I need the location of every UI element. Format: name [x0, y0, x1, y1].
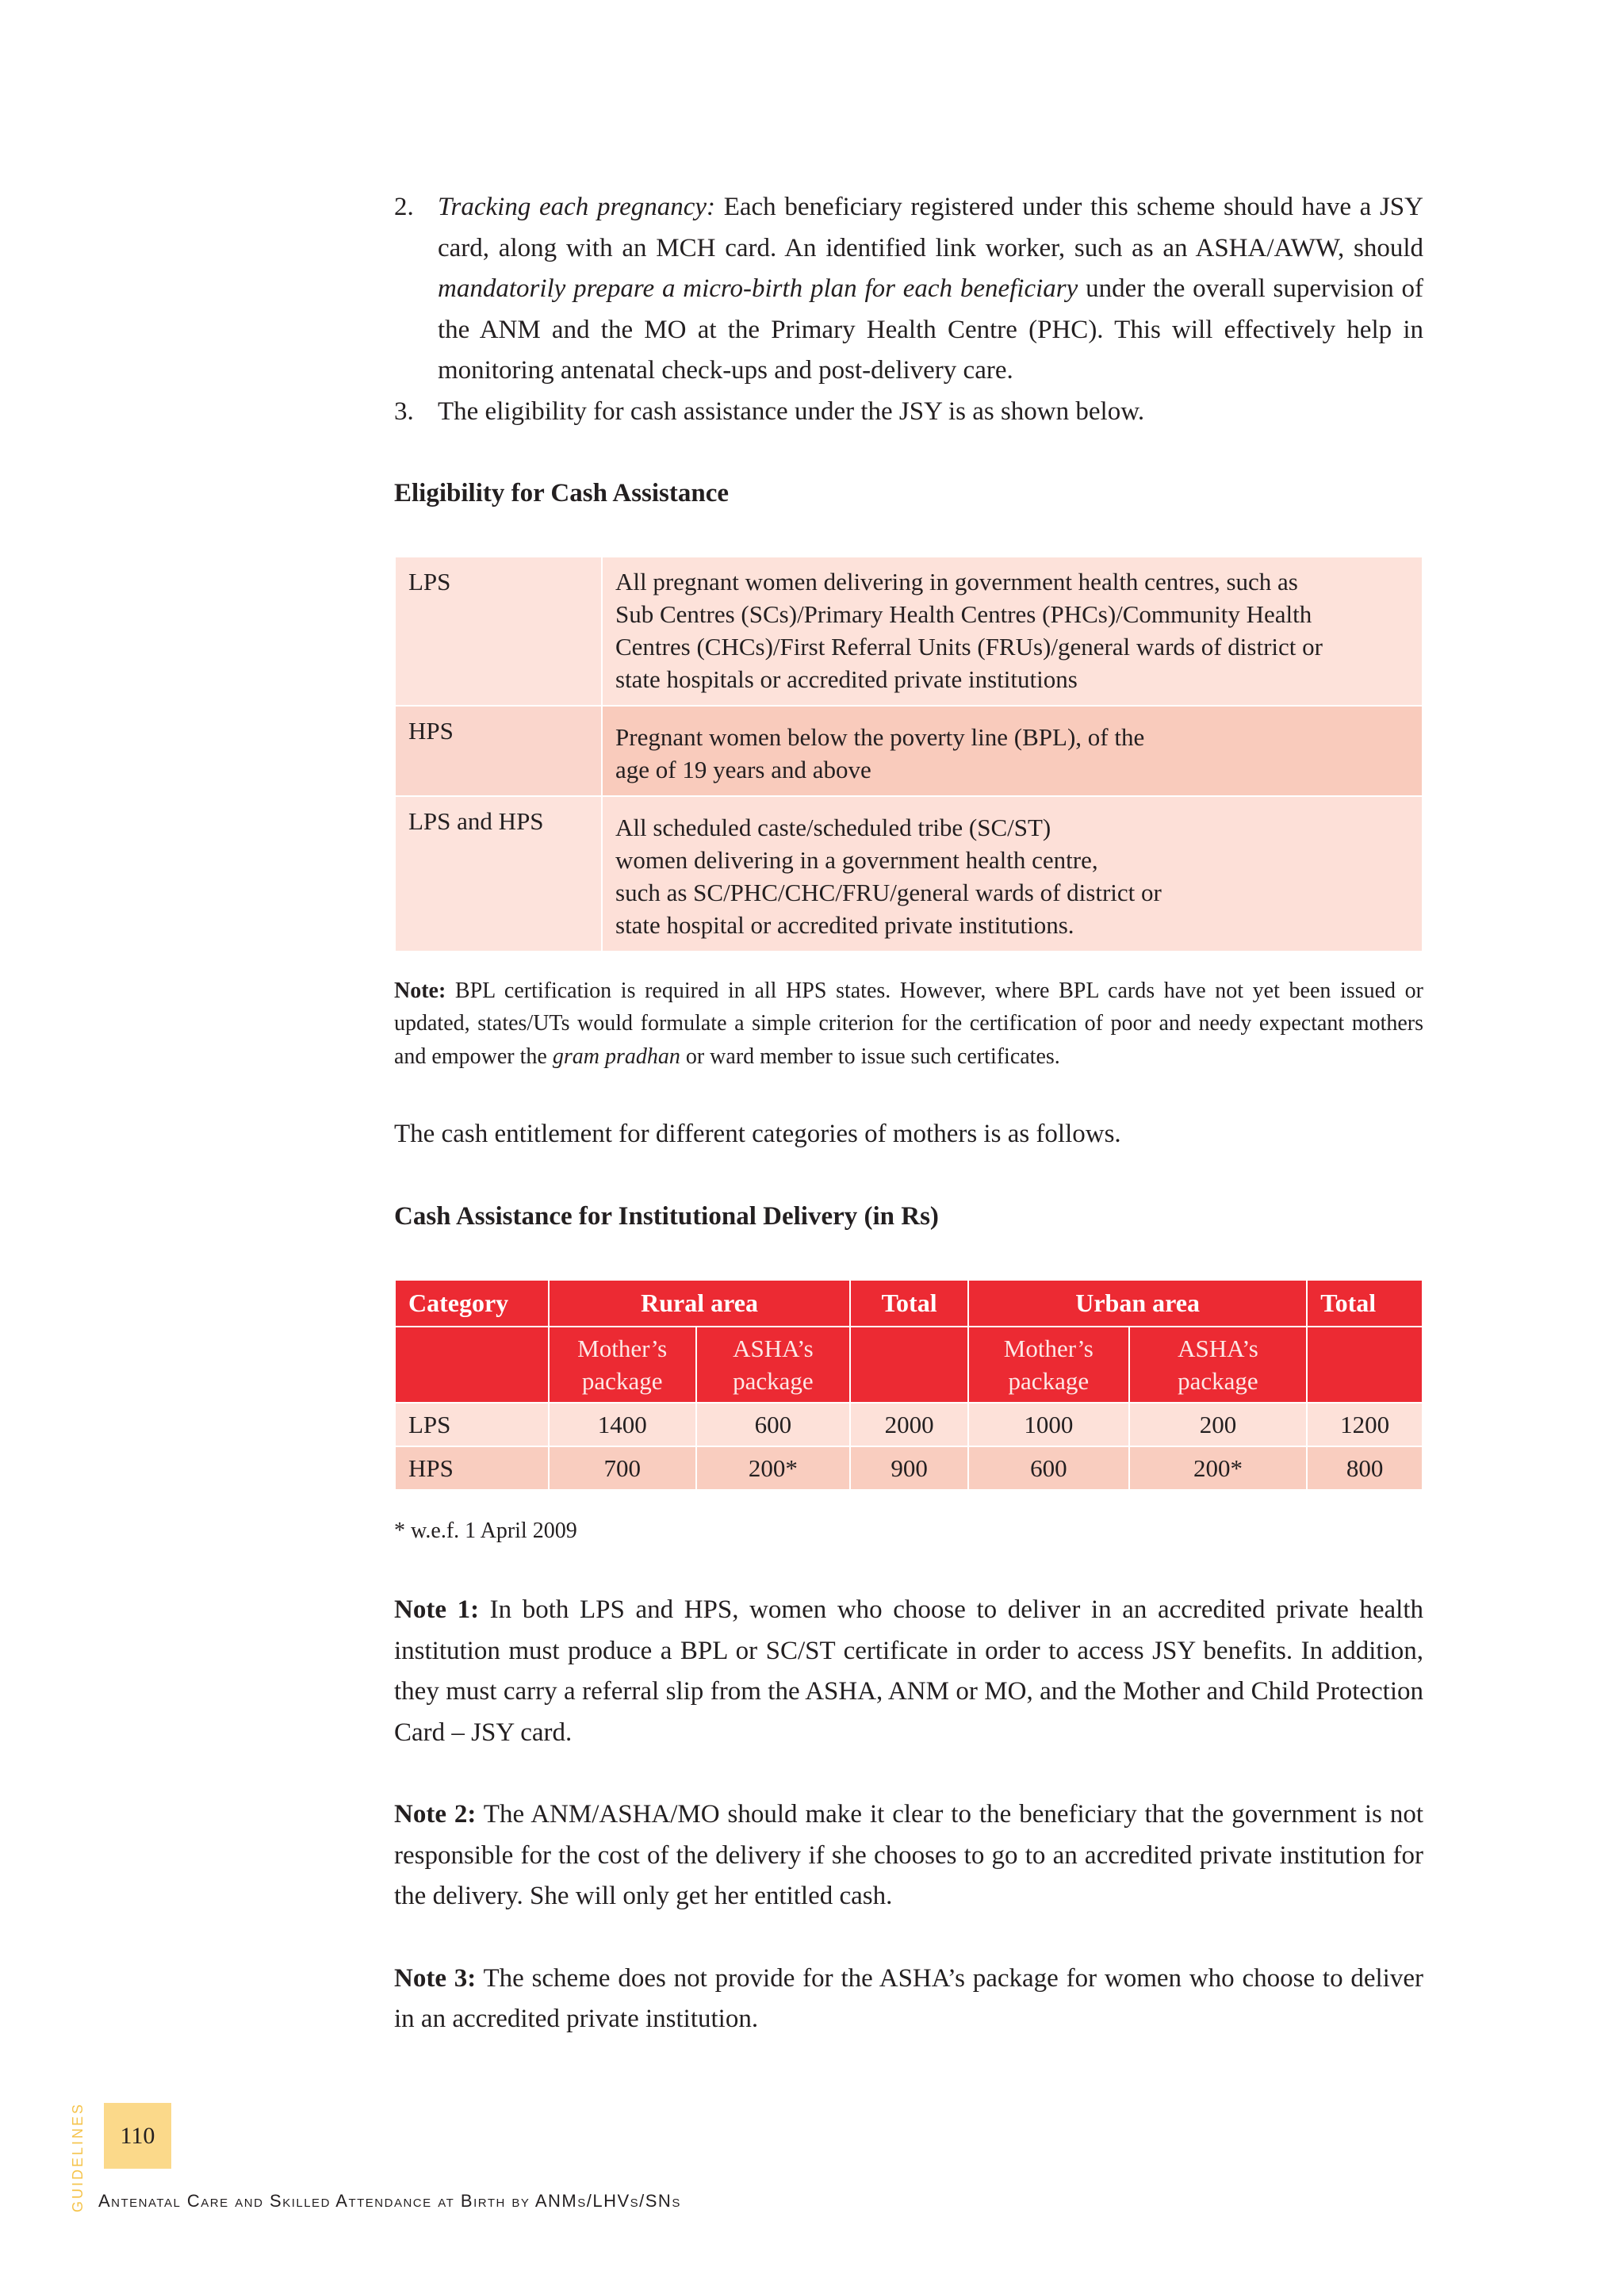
note-text: or ward member to issue such certificates. — [680, 1044, 1060, 1069]
cash-assistance-table — [394, 1279, 1423, 1491]
description-line: All pregnant women delivering in government health centres, such as — [615, 567, 1298, 596]
table-row — [395, 1446, 1423, 1490]
table-row — [395, 1403, 1423, 1446]
note-3 — [394, 1959, 1423, 2040]
description-line: Centres (CHCs)/First Referral Units (FRUs)/general wards of district or — [615, 632, 1323, 661]
header-category: Category — [395, 1280, 549, 1327]
cash-table-heading: Cash Assistance for Institutional Delivery (in Rs) — [394, 1201, 939, 1231]
subheader-empty — [850, 1327, 968, 1403]
table-footnote: * w.e.f. 1 April 2009 — [394, 1518, 577, 1543]
list-item-number: 2. — [394, 193, 414, 221]
subheader-rural-asha: ASHA’s package — [696, 1327, 851, 1403]
header-rural: Rural area — [549, 1280, 850, 1327]
cell-rural-asha: 600 — [696, 1403, 851, 1446]
page-content — [394, 187, 1423, 2040]
side-label: GUIDELINES — [70, 2101, 86, 2212]
list-item-emphasis: mandatorily prepare a micro-birth plan for each beneficiary — [438, 274, 1078, 303]
numbered-list — [394, 187, 1423, 432]
description-line: Pregnant women below the poverty line (BPL), of the — [615, 722, 1145, 751]
note-label: Note 2: — [394, 1800, 477, 1829]
table-cell-description — [602, 706, 1423, 796]
cell-rural-total: 900 — [850, 1446, 968, 1490]
eligibility-note — [394, 975, 1423, 1074]
eligibility-heading: Eligibility for Cash Assistance — [394, 479, 730, 507]
page-number: 110 — [104, 2103, 171, 2169]
list-item-text: The eligibility for cash assistance under the JSY is as shown below. — [438, 396, 1145, 426]
list-item-text: under the overall supervision of the ANM and the MO at the Primary Health Centre (PHC). This will effectively help in monitoring antenatal check-ups and post-delivery care. — [438, 274, 1424, 385]
note-label: Note: — [394, 978, 446, 1003]
note-text: In both LPS and HPS, women who choose to deliver in an accredited private health institution must produce a BPL or SC/ST certificate in order to access JSY benefits. In addition, they must carry a referral slip from the ASHA, ANM or MO, and the Mother and Child Protection Card – JSY card. — [394, 1595, 1423, 1747]
subheader-urban-asha: ASHA’s package — [1129, 1327, 1308, 1403]
note-2 — [394, 1794, 1423, 1917]
table-cell-category: LPS and HPS — [395, 796, 602, 952]
description-line: women delivering in a government health centre, — [615, 845, 1098, 874]
table-subheader-row — [395, 1327, 1423, 1403]
description-line: Sub Centres (SCs)/Primary Health Centres (PHCs)/Community Health — [615, 599, 1312, 628]
subheader-empty — [395, 1327, 549, 1403]
entitlement-paragraph: The cash entitlement for different categories of mothers is as follows. — [394, 1120, 1121, 1148]
note-label: Note 1: — [394, 1595, 480, 1624]
note-text: BPL certification is required in all HPS states. However, where BPL cards have not yet been issued or updated, states/UTs would formulate a simple criterion for the certification of poor and needy expectant mothers and empower the — [394, 978, 1423, 1069]
note-text: The scheme does not provide for the ASHA’s package for women who choose to deliver in an accredited private institution. — [394, 1963, 1423, 2033]
notes-section — [394, 1590, 1423, 2040]
list-item — [394, 392, 1423, 433]
header-urban: Urban area — [968, 1280, 1307, 1327]
footer-title: Antenatal Care and Skilled Attendance at Birth by ANMs/LHVs/SNs — [98, 2191, 681, 2211]
list-item-lead: Tracking each pregnancy: — [438, 193, 716, 221]
subheader-rural-mother: Mother’s package — [549, 1327, 696, 1403]
cell-urban-mother: 1000 — [968, 1403, 1129, 1446]
cell-rural-mother: 1400 — [549, 1403, 696, 1446]
table-cell-description — [602, 557, 1423, 706]
subheader-empty — [1307, 1327, 1423, 1403]
note-1 — [394, 1590, 1423, 1753]
eligibility-table — [394, 556, 1423, 952]
description-line: All scheduled caste/scheduled tribe (SC/ST) — [615, 813, 1051, 841]
cell-rural-asha: 200* — [696, 1446, 851, 1490]
table-row — [395, 706, 1423, 796]
description-line: age of 19 years and above — [615, 755, 871, 783]
note-text: The ANM/ASHA/MO should make it clear to the beneficiary that the government is not responsible for the cost of the delivery if she chooses to go to an accredited private institution for the delivery. She will only get her entitled cash. — [394, 1800, 1423, 1910]
table-row — [395, 557, 1423, 706]
header-total-rural: Total — [850, 1280, 968, 1327]
table-header-row — [395, 1280, 1423, 1327]
table-cell-description — [602, 796, 1423, 952]
list-item — [394, 187, 1423, 392]
cell-rural-total: 2000 — [850, 1403, 968, 1446]
note-label: Note 3: — [394, 1963, 477, 1993]
table-cell-category: HPS — [395, 706, 602, 796]
cell-urban-asha: 200 — [1129, 1403, 1308, 1446]
cell-rural-mother: 700 — [549, 1446, 696, 1490]
table-row — [395, 796, 1423, 952]
list-item-text: Each beneficiary registered under this scheme should have a JSY card, along with an MCH card. An identified link worker, such as an ASHA/AWW, should — [438, 193, 1423, 262]
description-line: state hospital or accredited private institutions. — [615, 910, 1074, 939]
note-emphasis: gram pradhan — [552, 1044, 680, 1069]
table-cell-category: LPS — [395, 557, 602, 706]
list-item-number: 3. — [394, 396, 414, 426]
header-total-urban: Total — [1307, 1280, 1423, 1327]
subheader-urban-mother: Mother’s package — [968, 1327, 1129, 1403]
cell-urban-asha: 200* — [1129, 1446, 1308, 1490]
description-line: state hospitals or accredited private institutions — [615, 664, 1078, 693]
cell-urban-total: 1200 — [1307, 1403, 1423, 1446]
description-line: such as SC/PHC/CHC/FRU/general wards of district or — [615, 878, 1162, 906]
cell-urban-total: 800 — [1307, 1446, 1423, 1490]
cell-category: HPS — [395, 1446, 549, 1490]
cell-urban-mother: 600 — [968, 1446, 1129, 1490]
cell-category: LPS — [395, 1403, 549, 1446]
